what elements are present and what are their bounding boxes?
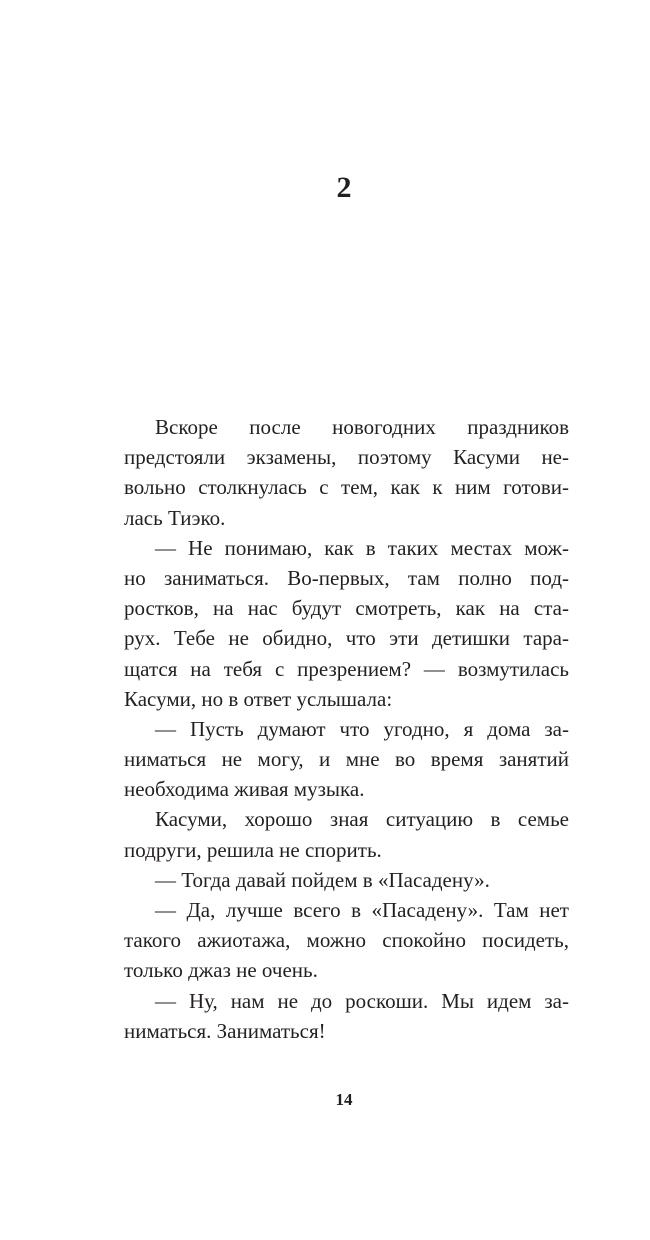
text-line: ниматься. Заниматься! <box>124 1018 326 1043</box>
text-line: подруги, решила не спорить. <box>124 837 382 862</box>
text-line: — Да, лучше всего в «Пасадену». Там нет <box>155 898 569 922</box>
chapter-number: 2 <box>336 171 352 204</box>
text-line: но заниматься. Во-первых, там полно под- <box>124 565 569 590</box>
text-line: Касуми, но в ответ услышала: <box>124 686 393 711</box>
text-line: Касуми, хорошо зная ситуацию в семье <box>155 807 569 832</box>
text-line: лась Тиэко. <box>124 505 226 530</box>
text-line: щатся на тебя с презрением? — возмутилась <box>124 656 569 681</box>
page-number: 14 <box>335 1090 353 1109</box>
text-line: вольно столкнулась с тем, как к ним готови- <box>124 475 569 500</box>
text-line: — Не понимаю, как в таких местах мож- <box>155 535 569 560</box>
body-text <box>124 412 569 1046</box>
text-line: необходима живая музыка. <box>124 777 365 802</box>
text-line: только джаз не очень. <box>124 958 318 983</box>
text-line: рух. Тебе не обидно, что эти детишки тара- <box>124 626 569 651</box>
text-line: — Пусть думают что угодно, я дома за- <box>155 716 569 741</box>
text-line: такого ажиотажа, можно спокойно посидеть, <box>124 928 569 953</box>
text-line: — Ну, нам не до роскоши. Мы идем за- <box>155 988 569 1013</box>
text-line: — Тогда давай пойдем в «Пасадену». <box>155 867 490 892</box>
text-line: предстояли экзамены, поэтому Касуми не- <box>124 445 569 470</box>
text-line: ниматься не могу, и мне во время занятий <box>124 747 569 772</box>
text-line: ростков, на нас будут смотреть, как на ста- <box>124 596 569 621</box>
text-line: Вскоре после новогодних праздников <box>155 415 569 439</box>
